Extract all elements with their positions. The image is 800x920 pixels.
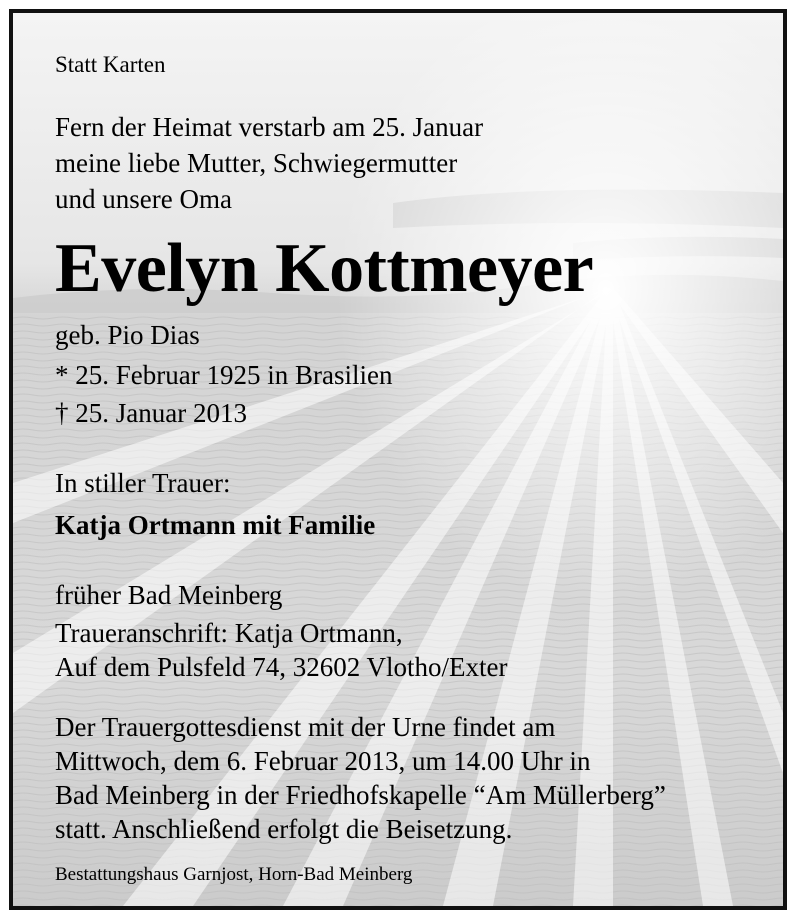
funeral-home: Bestattungshaus Garnjost, Horn-Bad Meinberg [55,864,413,885]
intro-line-3: und unsere Oma [55,184,232,214]
service-line-2: Mittwoch, dem 6. Februar 2013, um 14.00 Uhr in [55,746,591,776]
service-line-4: statt. Anschließend erfolgt die Beisetzung. [55,814,513,844]
maiden-name: geb. Pio Dias [55,320,200,350]
mourners-name: Katja Ortmann mit Familie [55,510,376,540]
notice-text [13,13,783,906]
deceased-name: Evelyn Kottmeyer [55,230,594,307]
intro-line-2: meine liebe Mutter, Schwiegermutter [55,148,458,178]
death-date: † 25. Januar 2013 [55,398,247,428]
obituary-notice [9,9,787,910]
address-line-2: Auf dem Pulsfeld 74, 32602 Vlotho/Exter [55,652,508,682]
intro-line-1: Fern der Heimat verstarb am 25. Januar [55,112,484,142]
address-line-1: Traueranschrift: Katja Ortmann, [55,618,403,648]
service-line-3: Bad Meinberg in der Friedhofskapelle “Am Müllerberg” [55,780,666,810]
header-text: Statt Karten [55,52,166,77]
service-line-1: Der Trauergottesdienst mit der Urne findet am [55,712,556,742]
former-residence: früher Bad Meinberg [55,580,283,610]
birth-date: * 25. Februar 1925 in Brasilien [55,360,393,390]
mourning-label: In stiller Trauer: [55,468,231,498]
